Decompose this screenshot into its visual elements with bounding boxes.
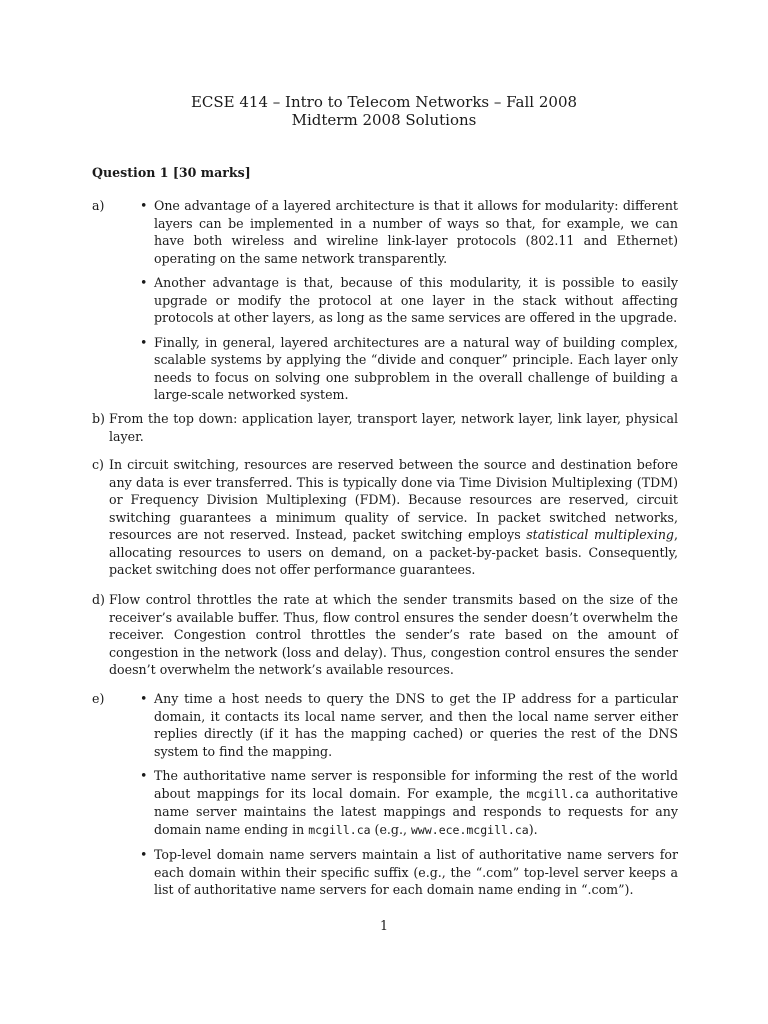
part-b	[92, 410, 678, 445]
part-e-bullet-2	[140, 767, 678, 839]
part-e-bullet-3: • Top-level domain name servers maintain a list of authoritative name servers for each domain within their specific suffix (e.g., the “.com” top-level server keeps a list of authoritative name servers for each domain name ending in “.com”).	[140, 846, 678, 899]
domain-code-mcgill-1: mcgill.ca	[526, 786, 589, 801]
part-d-label: d)	[92, 592, 105, 607]
part-c-emphasis: statistical multiplexing	[526, 527, 674, 542]
part-c-label: c)	[92, 457, 104, 472]
part-b-label: b)	[92, 411, 105, 426]
part-e-bullet-1: • Any time a host needs to query the DNS to get the IP address for a particular domain, it contacts its local name server, and then the local name server either replies directly (if it has the mapping cached) or queries the rest of the DNS system to find the mapping.	[140, 690, 678, 760]
part-e-bullet-2-text-3: (e.g.,	[370, 821, 411, 837]
domain-code-ece-mcgill: www.ece.mcgill.ca	[411, 822, 529, 837]
part-a-bullet-2: • Another advantage is that, because of this modularity, it is possible to easily upgrade or modify the protocol at one layer in the stack without affecting protocols at other layers, as long as the same services are offered in the upgrade.	[140, 274, 678, 327]
part-e-bullet-2-text-4: ).	[528, 821, 538, 837]
question-heading: Question 1 [30 marks]	[92, 165, 251, 180]
part-a-label: a)	[92, 198, 105, 213]
page-number: 1	[379, 918, 388, 933]
part-a-bullet-3: • Finally, in general, layered architectures are a natural way of building complex, scalable systems by applying the “divide and conquer” principle. Each layer only needs to focus on solving one subproblem in the overall challenge of building a large-scale networked system.	[140, 334, 678, 404]
part-e-label: e)	[92, 691, 105, 706]
part-b-text: From the top down: application layer, transport layer, network layer, link layer, physical layer.	[109, 411, 678, 444]
part-c-text-2: , allocating resources to users on demand, on a packet-by-packet basis. Consequently, packet switching does not offer performance guarantees.	[109, 527, 679, 577]
document-subtitle: Midterm 2008 Solutions	[291, 111, 477, 129]
domain-code-mcgill-2: mcgill.ca	[308, 822, 371, 837]
part-e-bullets	[140, 690, 678, 906]
part-c-text-1: In circuit switching, resources are reserved between the source and destination before any data is ever transferred. This is typically done via Time Division Multiplexing (TDM) or Frequency Division Multiplexing (FDM). Because resources are reserved, circuit switching guarantees a minimum quality of service. In packet switched networks, resources are not reserved. Instead, packet switching employs	[109, 457, 678, 542]
part-a-bullets	[140, 197, 678, 411]
part-c-text	[109, 456, 678, 579]
part-c	[92, 456, 678, 579]
part-e-bullet-2-text-2: authoritative name server maintains the latest mappings and responds to requests for any domain name ending in	[154, 785, 678, 837]
part-d	[92, 591, 678, 679]
part-d-text: Flow control throttles the rate at which the sender transmits based on the size of the receiver’s available buffer. Thus, flow control ensures the sender doesn’t overwhelm the receiver. Congestion control throttles the sender’s rate based on the amount of congestion in the network (loss and delay). Thus, congestion control ensures the sender doesn’t overwhelm the network’s available resources.	[109, 592, 678, 677]
course-title: ECSE 414 – Intro to Telecom Networks – Fall 2008	[190, 93, 578, 111]
part-a-bullet-1: • One advantage of a layered architecture is that it allows for modularity: different layers can be implemented in a number of ways so that, for example, we can have both wireless and wireline link-layer protocols (802.11 and Ethernet) operating on the same network transparently.	[140, 197, 678, 267]
document-title-block	[0, 93, 768, 129]
part-e-bullet-2-text-1: The authoritative name server is responsible for informing the rest of the world about mappings for its local domain. For example, the	[154, 768, 678, 801]
